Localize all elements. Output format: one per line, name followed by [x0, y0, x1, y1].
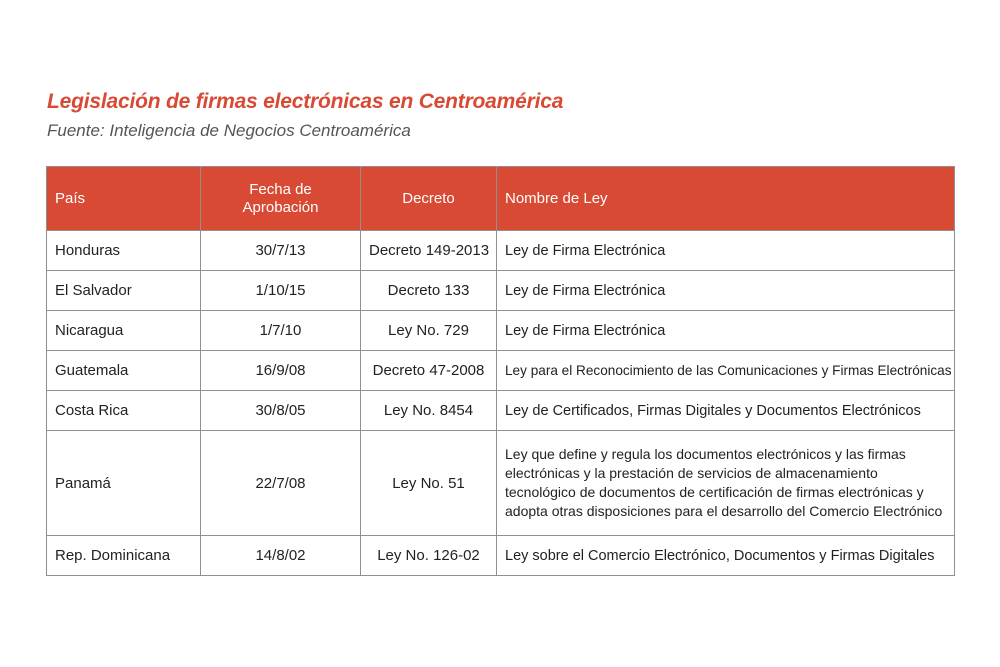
cell-decreto: Ley No. 126-02	[361, 536, 497, 576]
source-caption: Fuente: Inteligencia de Negocios Centroamérica	[47, 121, 411, 140]
table-row	[47, 311, 955, 351]
cell-decreto: Decreto 133	[361, 271, 497, 311]
cell-fecha: 16/9/08	[201, 351, 361, 391]
cell-nombre: Ley para el Reconocimiento de las Comunicaciones y Firmas Electrónicas	[497, 351, 955, 391]
column-header-nombre: Nombre de Ley	[497, 167, 955, 231]
column-header-pais: País	[47, 167, 201, 231]
cell-nombre: Ley que define y regula los documentos electrónicos y las firmas electrónicas y la prestación de servicios de almacenamiento tecnológico de documentos de certificación de firmas electrónicas y adopta otras disposiciones para el desarrollo del Comercio Electrónico	[497, 431, 955, 536]
cell-pais: Panamá	[47, 431, 201, 536]
cell-pais: Nicaragua	[47, 311, 201, 351]
table-row	[47, 351, 955, 391]
cell-fecha: 30/8/05	[201, 391, 361, 431]
cell-nombre: Ley de Firma Electrónica	[497, 311, 955, 351]
column-header-decreto: Decreto	[361, 167, 497, 231]
cell-fecha: 22/7/08	[201, 431, 361, 536]
cell-nombre: Ley de Firma Electrónica	[497, 231, 955, 271]
cell-fecha: 30/7/13	[201, 231, 361, 271]
cell-decreto: Decreto 149-2013	[361, 231, 497, 271]
cell-decreto: Ley No. 729	[361, 311, 497, 351]
cell-decreto: Ley No. 51	[361, 431, 497, 536]
table-row	[47, 536, 955, 576]
cell-fecha: 14/8/02	[201, 536, 361, 576]
cell-decreto: Decreto 47-2008	[361, 351, 497, 391]
cell-fecha: 1/7/10	[201, 311, 361, 351]
table-row	[47, 231, 955, 271]
cell-fecha: 1/10/15	[201, 271, 361, 311]
cell-pais: Guatemala	[47, 351, 201, 391]
column-header-fecha	[201, 167, 361, 231]
cell-pais: Costa Rica	[47, 391, 201, 431]
legislation-table	[46, 166, 955, 576]
cell-nombre: Ley sobre el Comercio Electrónico, Documentos y Firmas Digitales	[497, 536, 955, 576]
column-header-fecha-line2: Aprobación	[242, 198, 319, 216]
table-header	[47, 167, 955, 231]
table-row	[47, 431, 955, 536]
cell-nombre: Ley de Certificados, Firmas Digitales y Documentos Electrónicos	[497, 391, 955, 431]
header-row	[47, 167, 955, 231]
cell-decreto: Ley No. 8454	[361, 391, 497, 431]
cell-nombre: Ley de Firma Electrónica	[497, 271, 955, 311]
table-body	[47, 231, 955, 576]
table-row	[47, 391, 955, 431]
column-header-fecha-line1: Fecha de	[249, 180, 312, 198]
cell-pais: Rep. Dominicana	[47, 536, 201, 576]
cell-pais: Honduras	[47, 231, 201, 271]
document-title: Legislación de firmas electrónicas en Centroamérica	[47, 90, 564, 113]
cell-pais: El Salvador	[47, 271, 201, 311]
table-row	[47, 271, 955, 311]
